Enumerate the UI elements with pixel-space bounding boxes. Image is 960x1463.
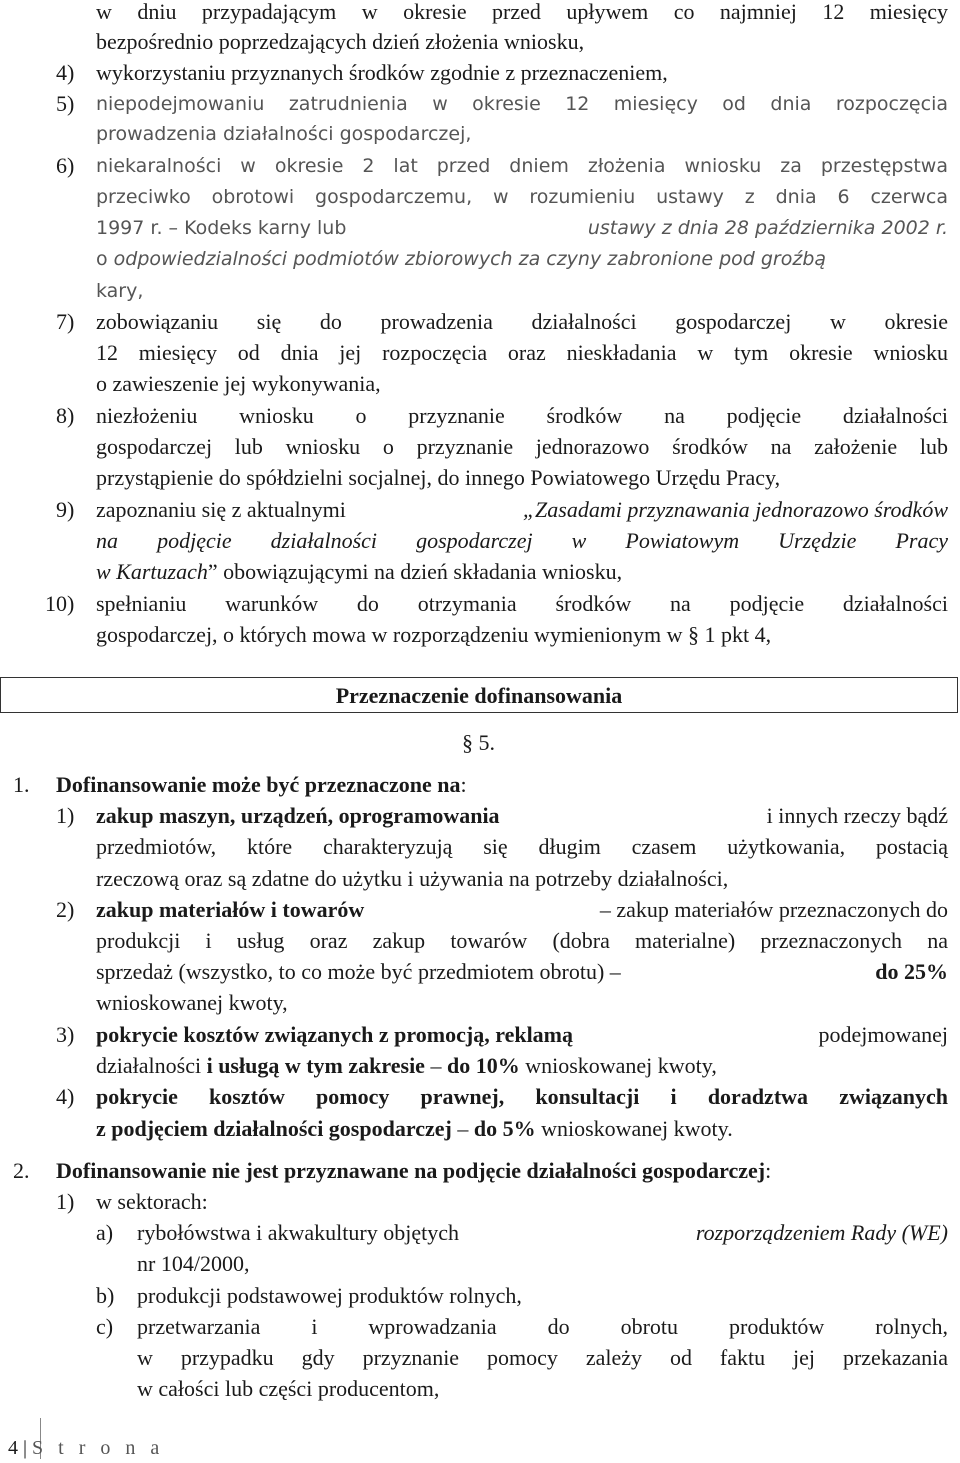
text-line — [96, 557, 622, 587]
text-fragment: – — [457, 1116, 469, 1141]
text-line: w dniu przypadającym w okresie przed upływem co najmniej 12 miesięcy — [96, 0, 948, 24]
text-line: pokrycie kosztów pomocy prawnej, konsultacji i doradztwa związanych — [96, 1084, 948, 1109]
list-number: 1) — [56, 1189, 75, 1214]
text-line: nr 104/2000, — [137, 1251, 250, 1276]
text-fragment: „Zasadami przyznawania jednorazowo środków — [522, 497, 948, 522]
text-line: kary, — [96, 280, 144, 302]
text-fragment: i usługą w tym zakresie — [206, 1053, 425, 1078]
text-line: niezłożeniu wniosku o przyznanie środków na podjęcie działalności — [96, 403, 948, 428]
text-fragment: rozporządzeniem Rady (WE) — [695, 1220, 948, 1245]
text-line: wykorzystaniu przyznanych środków zgodnie z przeznaczeniem, — [96, 60, 668, 85]
text-line — [96, 244, 948, 274]
page-number: 4 — [8, 1437, 18, 1459]
text-line — [56, 770, 467, 800]
text-line — [96, 213, 948, 243]
text-line: w sektorach: — [96, 1189, 208, 1214]
text-line — [56, 1156, 771, 1186]
paragraph-number: § 5. — [462, 730, 495, 755]
text-line — [96, 1020, 948, 1050]
text-fragment: 1997 r. – Kodeks karny lub — [96, 217, 347, 239]
text-line: przeciwko obrotowi gospodarczemu, w rozumieniu ustawy z dnia 6 czerwca — [96, 186, 948, 208]
text-line: gospodarczej lub wniosku o przyznanie jednorazowo środków na założenie lub — [96, 434, 948, 459]
text-fragment: Dofinansowanie może być przeznaczone na — [56, 772, 461, 797]
text-fragment: i innych rzeczy bądź — [766, 803, 948, 828]
text-line: zobowiązaniu się do prowadzenia działalności gospodarczej w okresie — [96, 309, 948, 334]
text-fragment: odpowiedzialności podmiotów zbiorowych za czyny zabronione pod groźbą — [113, 248, 827, 270]
list-number: 1) — [56, 803, 75, 828]
text-fragment: w Kartuzach — [96, 559, 208, 584]
footer-label: S t r o n a — [32, 1437, 165, 1459]
text-line — [137, 1218, 948, 1248]
text-fragment: zapoznaniu się z aktualnymi — [96, 497, 346, 522]
text-line: przystąpienie do spółdzielni socjalnej, do innego Powiatowego Urzędu Pracy, — [96, 465, 781, 490]
text-fragment: ustawy z dnia 28 października 2002 r. — [587, 217, 948, 239]
list-number: 2. — [13, 1158, 30, 1183]
text-line: przetwarzania i wprowadzania do obrotu produktów rolnych, — [137, 1314, 948, 1339]
section-heading: Przeznaczenie dofinansowania — [0, 677, 958, 713]
text-line — [96, 495, 948, 525]
text-line: produkcji podstawowej produktów rolnych, — [137, 1283, 522, 1308]
text-fragment: – zakup materiałów przeznaczonych do — [599, 897, 948, 922]
text-line — [96, 801, 948, 831]
list-letter: a) — [96, 1220, 114, 1245]
text-fragment: ” obowiązującymi na dzień składania wniosku, — [207, 559, 623, 584]
text-fragment: pokrycie kosztów związanych z promocją, reklamą — [96, 1022, 574, 1047]
text-fragment: – — [430, 1053, 442, 1078]
text-line — [96, 957, 948, 987]
text-fragment: rybołówstwa i akwakultury objętych — [137, 1220, 459, 1245]
text-fragment: do 25% — [875, 959, 948, 984]
list-number: 10) — [45, 591, 75, 616]
text-line: 12 miesięcy od dnia jej rozpoczęcia oraz nieskładania w tym okresie wniosku — [96, 340, 948, 365]
list-number: 7) — [56, 309, 75, 334]
text-line: produkcji i usług oraz zakup towarów (dobra materialne) przeznaczonych na — [96, 928, 948, 953]
list-number: 3) — [56, 1022, 75, 1047]
text-fragment: do 5% — [473, 1116, 536, 1141]
text-fragment: Dofinansowanie nie jest przyznawane na podjęcie działalności gospodarczej — [56, 1158, 766, 1183]
text-line: w całości lub części producentom, — [137, 1376, 440, 1401]
text-line: spełnianiu warunków do otrzymania środków na podjęcie działalności — [96, 591, 948, 616]
text-fragment: : — [765, 1158, 772, 1183]
footer-separator: | — [23, 1437, 28, 1459]
list-number: 2) — [56, 897, 75, 922]
text-line: rzeczową oraz są zdatne do użytku i używania na potrzeby działalności, — [96, 866, 729, 891]
text-line: gospodarczej, o których mowa w rozporządzeniu wymienionym w § 1 pkt 4, — [96, 622, 772, 647]
text-line: niepodejmowaniu zatrudnienia w okresie 12 miesięcy od dnia rozpoczęcia — [96, 93, 948, 115]
list-number: 5) — [56, 91, 75, 116]
list-letter: c) — [96, 1314, 114, 1339]
text-fragment: wnioskowanej kwoty, — [525, 1053, 717, 1078]
text-line: o zawieszenie jej wykonywania, — [96, 371, 381, 396]
text-fragment: o — [96, 248, 114, 270]
list-number: 8) — [56, 403, 75, 428]
list-letter: b) — [96, 1283, 115, 1308]
list-number: 6) — [56, 153, 75, 178]
text-fragment: z podjęciem działalności gospodarczej — [96, 1116, 452, 1141]
text-fragment: zakup materiałów i towarów — [96, 897, 365, 922]
text-fragment: do 10% — [446, 1053, 520, 1078]
text-line: niekaralności w okresie 2 lat przed dniem złożenia wniosku za przestępstwa — [96, 155, 948, 177]
text-fragment: podejmowanej — [818, 1022, 948, 1047]
text-line: w przypadku gdy przyznanie pomocy zależy od faktu jej przekazania — [137, 1345, 948, 1370]
text-fragment: : — [460, 772, 467, 797]
text-fragment: zakup maszyn, urządzeń, oprogramowania — [96, 803, 500, 828]
text-line: na podjęcie działalności gospodarczej w Powiatowym Urzędzie Pracy — [96, 528, 948, 553]
text-line: prowadzenia działalności gospodarczej, — [96, 123, 472, 145]
text-line — [96, 1051, 717, 1081]
text-fragment: działalności — [96, 1053, 202, 1078]
list-number: 4) — [56, 1084, 75, 1109]
list-number: 4) — [56, 60, 75, 85]
list-number: 1. — [13, 772, 30, 797]
text-line — [96, 1114, 733, 1144]
text-line — [96, 895, 948, 925]
list-number: 9) — [56, 497, 75, 522]
text-fragment: wnioskowanej kwoty. — [541, 1116, 733, 1141]
text-fragment: sprzedaż (wszystko, to co może być przedmiotem obrotu) – — [96, 959, 621, 984]
text-line: przedmiotów, które charakteryzują się długim czasem użytkowania, postacią — [96, 834, 948, 859]
text-line: bezpośrednio poprzedzających dzień złożenia wniosku, — [96, 29, 585, 54]
text-line: wnioskowanej kwoty, — [96, 990, 288, 1015]
